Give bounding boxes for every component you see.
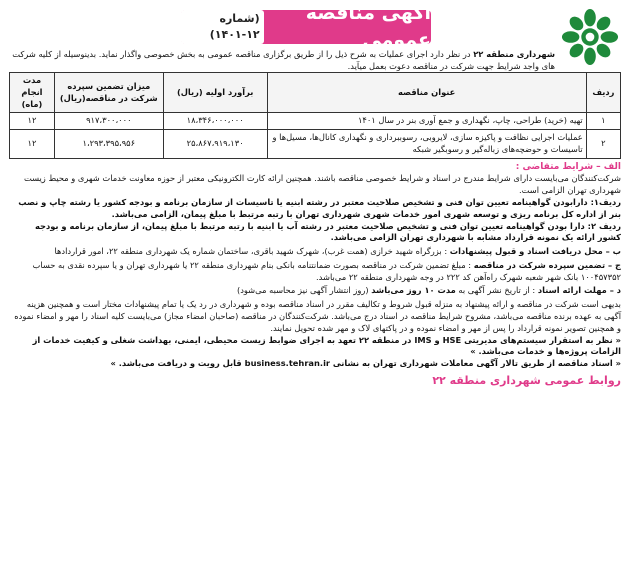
table-row: [10, 113, 621, 130]
public-relations-signature: روابط عمومی شهرداری منطقه ۲۲: [432, 373, 621, 387]
conditions-paragraph: شرکت‌کنندگان می‌بایست دارای شرایط مندرج در اسناد و شرایط خصوصی مناقصه باشند. همچنین ارائه کارت الکترونیکی معتبر از حوزه معاونت خدمات شهری و محیط زیست شهرداری تهران الزامی است.: [23, 173, 621, 196]
header-duration: مدت انجام (ماه): [10, 73, 55, 113]
conditions-row1: ردیف۱: دارابودن گواهینامه تعیین توان فنی و تشخیص صلاحیت معتبر در رشته ابنیه یا تاسیسات از سازمان برنامه و بودجه کشور یا رشته چاپ و نصب بنر از اداره کل برنامه ریزی و توسعه شهری امور خدمات شهری شهرداری تهران با رتبه مرتبط با مبلغ پیمان، الزامی می‌باشد.: [18, 197, 621, 219]
cell-duration: ۱۲: [10, 113, 55, 130]
tehran-municipality-logo-icon: [561, 8, 619, 66]
cell-guarantee: ۱،۲۹۳،۳۹۵،۹۵۶: [54, 130, 163, 159]
documents-text-before: « اسناد مناقصه از طریق تالار آگهی معاملات شهرداری تهران به نشانی: [330, 358, 621, 369]
header-title: عنوان مناقصه: [267, 73, 586, 113]
cell-title: عملیات اجرایی نظافت و پاکیزه سازی، لایروبی، رسوببرداری و نگهداری کانال‌ها، مسیل‌ها و تاسیسات و حوضچه‌های زباله‌گیر و رسوبگیر شبکه: [267, 130, 586, 159]
section-b: [9, 246, 621, 258]
cell-guarantee: ۹۱۷،۳۰۰،۰۰۰: [54, 113, 163, 130]
conditions-heading: الف – شرایط متقاضی :: [515, 161, 621, 172]
header: [9, 2, 621, 71]
cell-estimate: ۲۵،۸۶۷،۹۱۹،۱۳۰: [163, 130, 267, 159]
section-d: [9, 285, 621, 297]
section-c-text: : مبلغ تضمین شرکت در مناقصه بصورت ضمانتنامه بانکی بنام شهرداری منطقه ۲۲ یا شهرداری تهران و یا سپرده نقدی به حساب ۱۰۰۴۵۷۳۵۲ بانک شهر شعبه شهرک راه‌آهن کد ۲۲۲ در وجه شهرداری منطقه ۲۲ می‌باشد.: [32, 259, 621, 282]
section-b-heading: ب – محل دریافت اسناد و قبول پیشنهادات: [449, 246, 621, 257]
banner-title: آگهی مناقصه عمومی: [305, 2, 431, 51]
documents-note: [9, 358, 621, 370]
ims-text-before: « نظر به استقرار سیستم‌های مدیریتی: [461, 334, 621, 345]
table-row: [10, 130, 621, 159]
section-d-text-after: (روز انتشار آگهی نیز محاسبه می‌شود): [236, 285, 372, 296]
section-d-heading: د – مهلت ارائه اسناد: [537, 285, 621, 296]
tender-table: [9, 72, 621, 159]
cell-row-number: ۲: [586, 130, 620, 159]
header-row-number: ردیف: [586, 73, 620, 113]
header-guarantee: میزان تضمین سپرده شرکت در مناقصه(ریال): [54, 73, 163, 113]
section-c: [9, 260, 621, 284]
notice-banner: [181, 2, 431, 51]
intro-paragraph: [9, 49, 555, 73]
section-b-text: : بزرگراه شهید خرازی (همت غرب)، شهرک شهید باقری، ساختمان شماره یک شهرداری منطقه ۲۲، امور قراردادها: [54, 246, 450, 257]
banner-number: (شماره ۱۲-۱۴۰۱): [181, 10, 264, 43]
cell-estimate: ۱۸،۳۴۶،۰۰۰،۰۰۰: [163, 113, 267, 130]
cell-duration: ۱۲: [10, 130, 55, 159]
intro-org: شهرداری منطقه ۲۲: [473, 49, 555, 59]
section-c-heading: ج – تضمین سپرده شرکت در مناقصه: [473, 259, 621, 270]
cell-row-number: ۱: [586, 113, 620, 130]
documents-text-after: قابل رویت و دریافت می‌باشد. »: [110, 358, 245, 369]
general-terms: [9, 299, 621, 370]
conditions-section: [9, 161, 621, 244]
section-d-deadline: مدت ۱۰ روز می‌باشد: [371, 285, 456, 296]
ims-text-after: در منطقه ۲۲ تعهد به اجرای ضوابط زیست محیطی، ایمنی، بهداشت شغلی و کیفیت خدمات از الزامات پروژه‌ها و خدمات می‌باشد. »: [32, 334, 621, 357]
ims-hse-note: [9, 335, 621, 359]
header-estimate: برآورد اولیه (ریال): [163, 73, 267, 113]
cell-title: تهیه (خرید) طراحی، چاپ، نگهداری و جمع آوری بنر در سال ۱۴۰۱: [267, 113, 586, 130]
general-terms-paragraph: بدیهی است شرکت در مناقصه و ارائه پیشنهاد به منزله قبول شروط و تکالیف مقرر در اسناد مناقصه بوده و شهرداری در رد یک یا تمام پیشنهادات مختار است و همچنین هزینه آگهی به عهده برنده مناقصه می‌باشد، مشروح شرایط مناقصه در اسناد درج می‌باشد. شرکت‌کنندگان در مناقصه (صاحبان امضاء مجاز) می‌بایست کلیه اسناد را مهر و امضاء نموده و همچنین تصویر نمونه قرارداد را پس از مهر و امضاء نموده و در پاکتهای لاک و مهر شده تحویل نمایند.: [14, 299, 621, 333]
ims-hse-label: IMS و HSE: [414, 334, 462, 345]
table-header-row: [10, 73, 621, 113]
conditions-row2: ردیف ۲: دارا بودن گواهینامه تعیین توان فنی و تشخیص صلاحیت معتبر در رشته آب یا ابنیه با رتبه مرتبط با مبلغ پیمان، از سازمان برنامه و بودجه کشور ارائه یک نمونه قرارداد مشابه با شهرداری تهران الزامی می‌باشد.: [34, 220, 621, 243]
section-d-text-before: : از تاریخ نشر آگهی به: [455, 285, 538, 296]
intro-text: در نظر دارد اجرای عملیات به شرح ذیل را از طریق برگزاری مناقصه عمومی به بخش خصوصی واگذار نماید. بدینوسیله از کلیه شرکت های واجد شرایط جهت شرکت در مناقصه دعوت بعمل میآید.: [12, 49, 555, 71]
business-tehran-link[interactable]: business.tehran.ir: [244, 358, 331, 369]
